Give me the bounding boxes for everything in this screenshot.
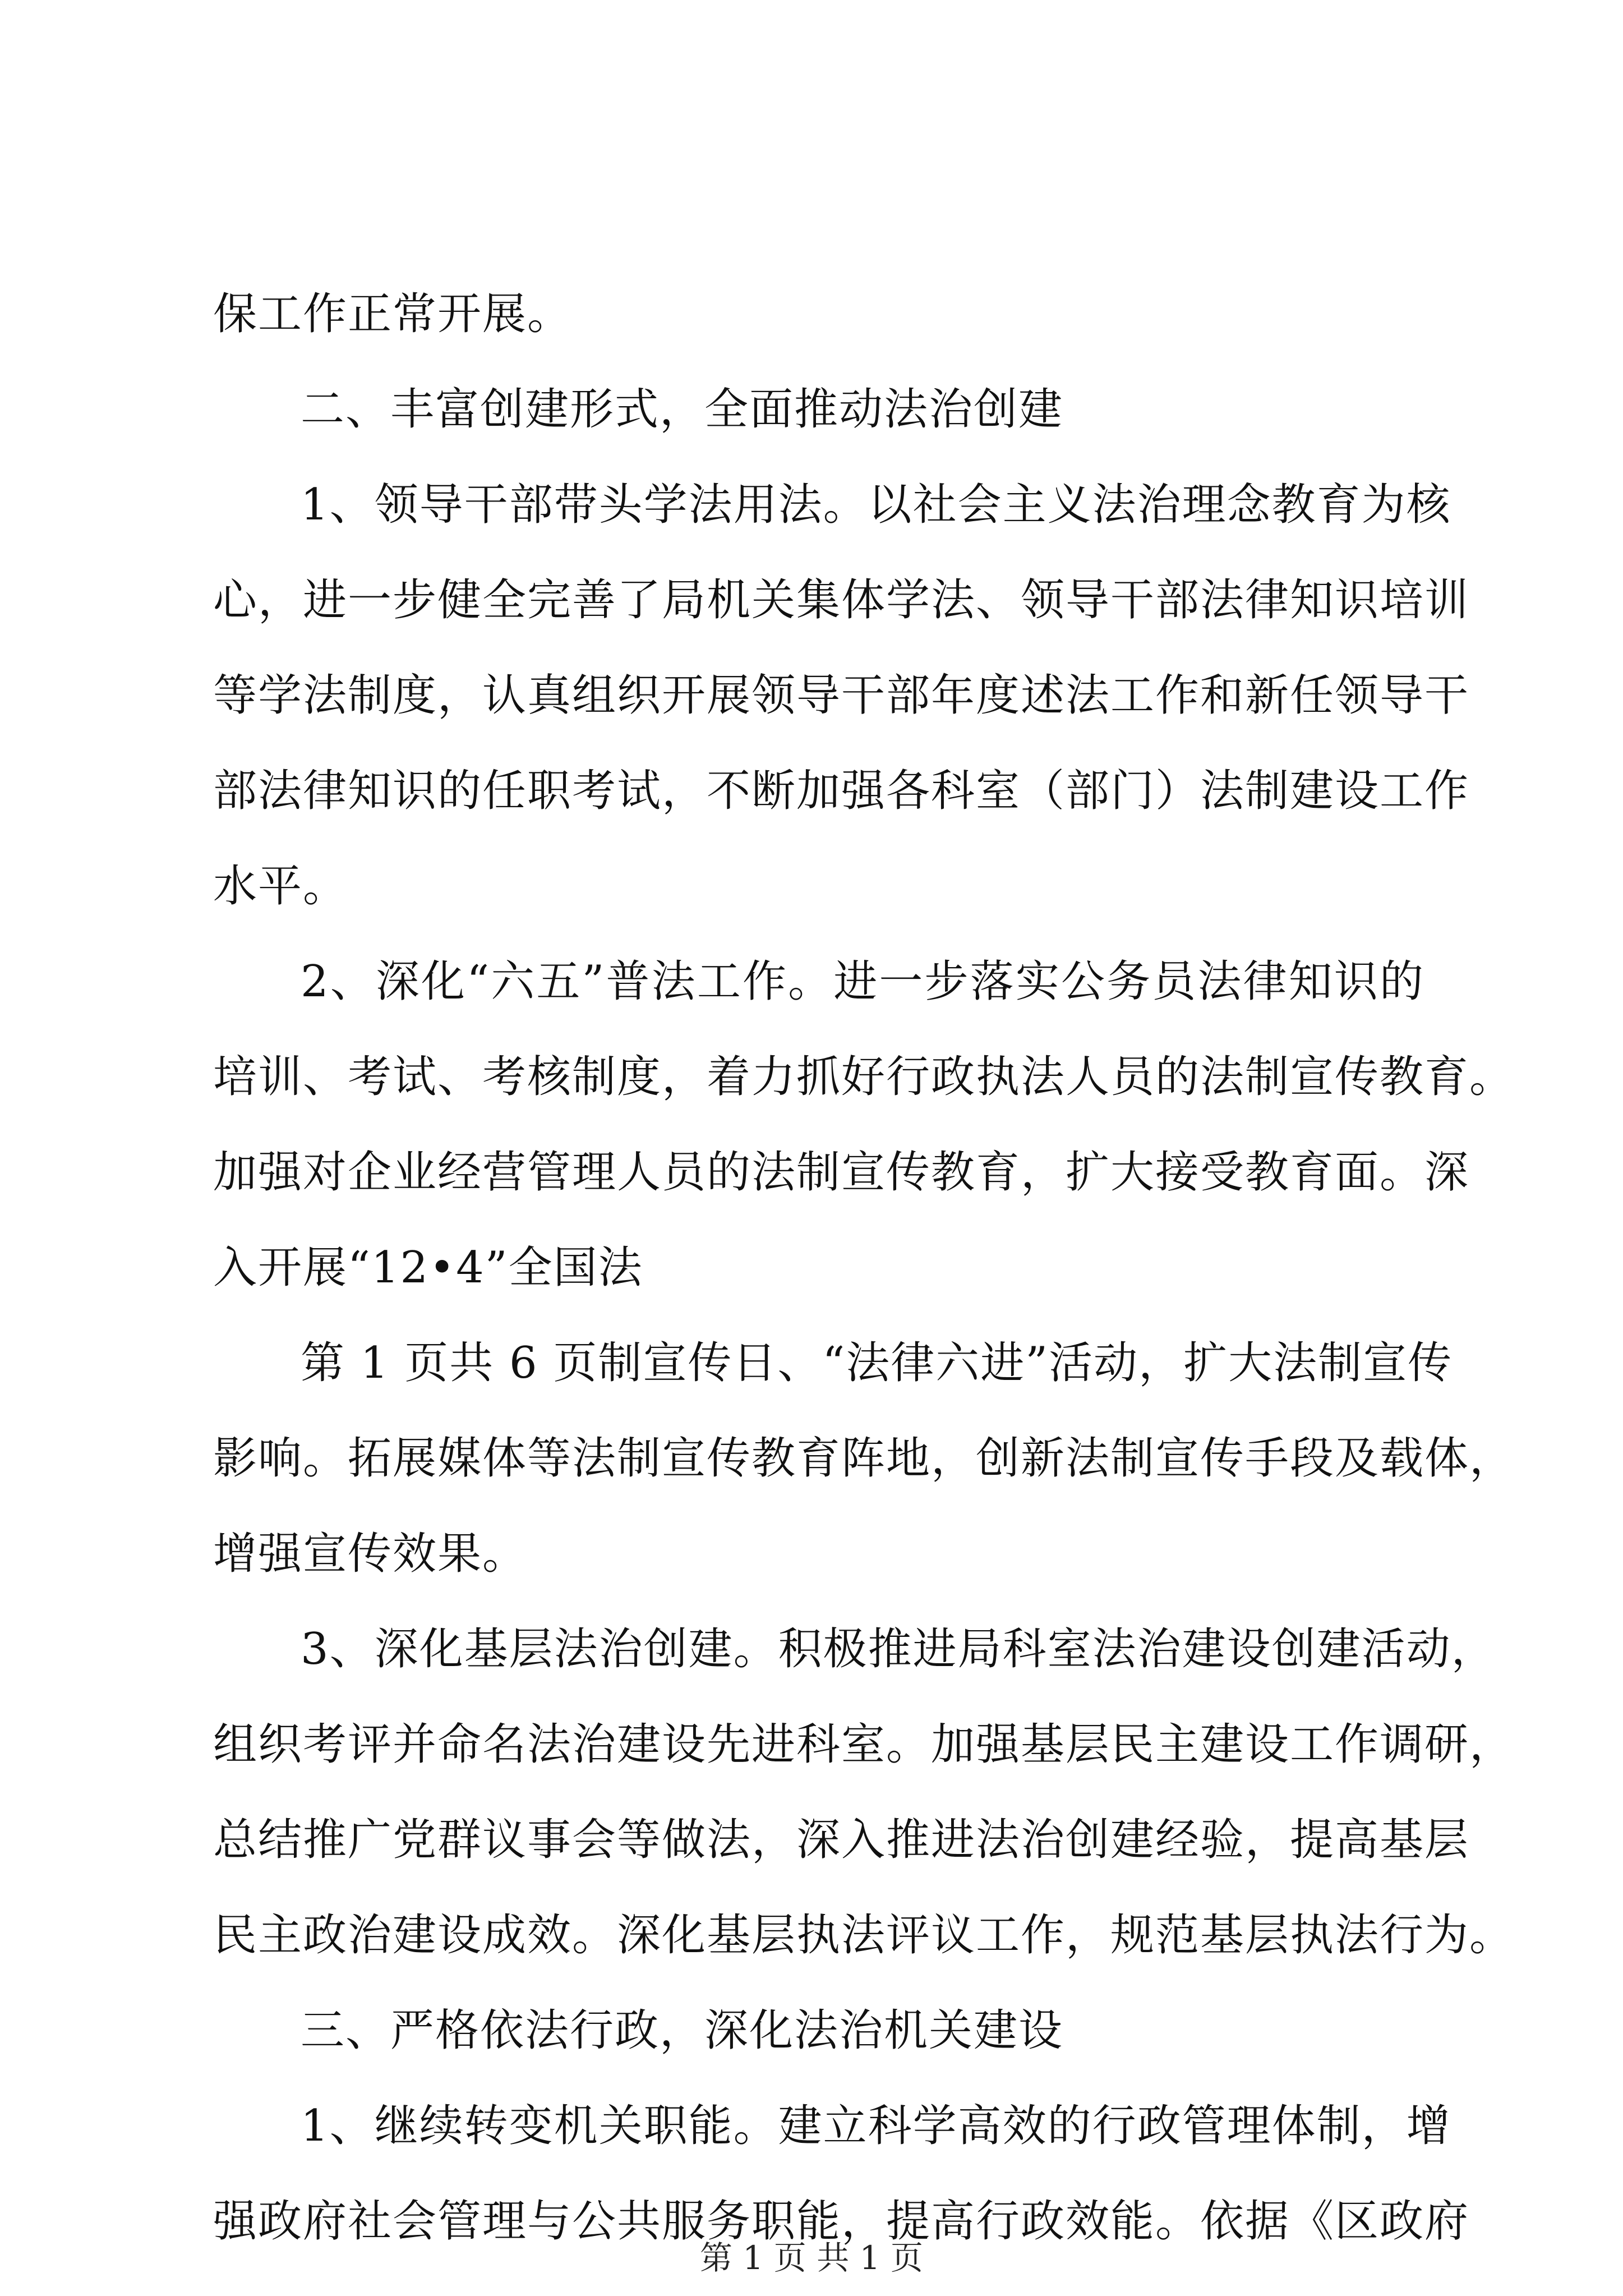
text-line-4: 心，进一步健全完善了局机关集体学法、领导干部法律知识培训 bbox=[213, 575, 1470, 625]
text-line-15: 3、深化基层法治创建。积极推进局科室法治建设创建活动， bbox=[301, 1624, 1496, 1674]
text-line-3: 1、领导干部带头学法用法。以社会主义法治理念教育为核 bbox=[301, 480, 1451, 530]
text-line-17: 总结推广党群议事会等做法，深入推进法治创建经验，提高基层 bbox=[213, 1815, 1470, 1865]
text-line-16: 组织考评并命名法治建设先进科室。加强基层民主建设工作调研， bbox=[213, 1719, 1515, 1770]
text-line-7: 水平。 bbox=[213, 861, 348, 912]
text-line-14: 增强宣传效果。 bbox=[213, 1529, 528, 1579]
text-line-21: 强政府社会管理与公共服务职能，提高行政效能。依据《区政府 bbox=[213, 2196, 1470, 2247]
text-line-11: 入开展“12•4”全国法 bbox=[213, 1243, 643, 1293]
text-line-8: 2、深化“六五”普法工作。进一步落实公务员法律知识的 bbox=[301, 956, 1424, 1007]
section-heading-19: 三、严格依法行政，深化法治机关建设 bbox=[301, 2005, 1064, 2056]
text-line-13: 影响。拓展媒体等法制宣传教育阵地，创新法制宣传手段及载体， bbox=[213, 1433, 1515, 1484]
text-line-6: 部法律知识的任职考试，不断加强各科室（部门）法制建设工作 bbox=[213, 766, 1470, 816]
text-line-18: 民主政治建设成效。深化基层执法评议工作，规范基层执法行为。 bbox=[213, 1910, 1515, 1961]
text-line-20: 1、继续转变机关职能。建立科学高效的行政管理体制，增 bbox=[301, 2101, 1451, 2151]
text-line-10: 加强对企业经营管理人员的法制宣传教育，扩大接受教育面。深 bbox=[213, 1147, 1470, 1198]
section-heading-2: 二、丰富创建形式，全面推动法治创建 bbox=[301, 384, 1064, 435]
text-line-12: 第 1 页共 6 页制宣传日、“法律六进”活动，扩大法制宣传 bbox=[301, 1338, 1453, 1388]
page-footer: 第 1 页 共 1 页 bbox=[700, 2239, 923, 2277]
text-line-5: 等学法制度，认真组织开展领导干部年度述法工作和新任领导干 bbox=[213, 670, 1470, 721]
text-line-1: 保工作正常开展。 bbox=[213, 289, 573, 339]
text-line-9: 培训、考试、考核制度，着力抓好行政执法人员的法制宣传教育。 bbox=[213, 1052, 1515, 1102]
